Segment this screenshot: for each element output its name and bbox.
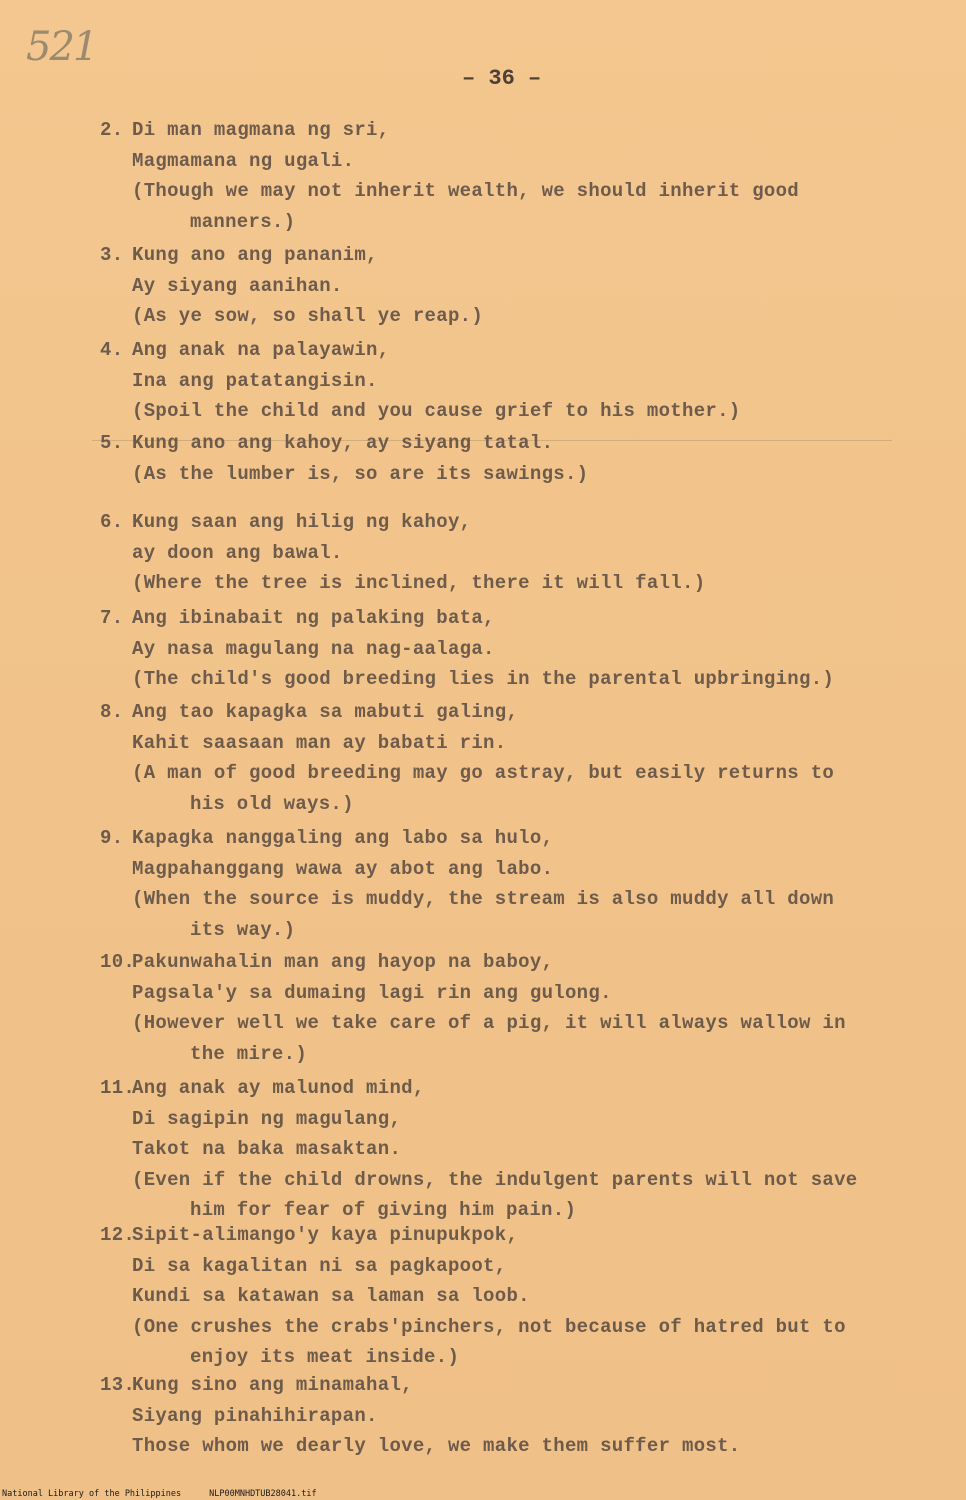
proverb-number: 5. — [100, 432, 124, 454]
translation-line: (As ye sow, so shall ye reap.) — [132, 305, 484, 327]
translation-line: (However well we take care of a pig, it will always wallow in — [132, 1012, 846, 1034]
proverb-first-line — [100, 823, 920, 854]
proverb — [100, 1370, 920, 1462]
proverb-text: Kung ano ang pananim, — [132, 244, 378, 266]
proverb — [100, 947, 920, 1069]
translation-line: (Where the tree is inclined, there it will fall.) — [132, 572, 706, 594]
translation-line: Those whom we dearly love, we make them suffer most. — [132, 1435, 741, 1457]
proverb-first-line — [100, 697, 920, 728]
proverb-text: Ang anak ay malunod mind, — [132, 1077, 425, 1099]
proverb — [100, 507, 920, 599]
footer — [2, 1489, 345, 1499]
proverb-first-line — [100, 240, 920, 271]
proverb-line: Siyang pinahihirapan. — [132, 1404, 378, 1427]
proverb-number: 10. — [100, 951, 136, 973]
proverb — [100, 603, 920, 695]
proverb-line: Kahit saasaan man ay babati rin. — [132, 731, 507, 754]
proverb-text: Ang ibinabait ng palaking bata, — [132, 607, 495, 629]
page-number: – 36 – — [462, 66, 542, 91]
proverb-number: 8. — [100, 701, 124, 723]
proverb-text: Pakunwahalin man ang hayop na baboy, — [132, 951, 554, 973]
proverb-first-line — [100, 1073, 920, 1104]
proverb-number: 12. — [100, 1224, 136, 1246]
footer-library: National Library of the Philippines — [2, 1489, 182, 1499]
proverb-line: Pagsala'y sa dumaing lagi rin ang gulong. — [132, 981, 612, 1004]
proverb-number: 7. — [100, 607, 124, 629]
translation-line: enjoy its meat inside.) — [190, 1346, 460, 1368]
proverb-line: Takot na baka masaktan. — [132, 1138, 402, 1160]
proverb-first-line — [100, 947, 920, 978]
proverb-line: Ay nasa magulang na nag-aalaga. — [132, 637, 495, 660]
translation-line: (The child's good breeding lies in the parental upbringing.) — [132, 668, 835, 690]
proverb-text: Kung ano ang kahoy, ay siyang tatal. — [132, 432, 554, 454]
proverb-number: 11. — [100, 1077, 136, 1099]
proverb-text: Kung saan ang hilig ng kahoy, — [132, 511, 472, 533]
proverb-line: Di sa kagalitan ni sa pagkapoot, — [132, 1254, 507, 1277]
proverb — [100, 823, 920, 945]
proverb-first-line — [100, 603, 920, 634]
proverb — [100, 115, 920, 237]
proverb-first-line — [100, 428, 920, 459]
proverb-line: Kundi sa katawan sa laman sa loob. — [132, 1285, 530, 1307]
proverb-text: Ang tao kapagka sa mabuti galing, — [132, 701, 519, 723]
translation-line: him for fear of giving him pain.) — [190, 1199, 577, 1221]
proverb-line: Magpahanggang wawa ay abot ang labo. — [132, 857, 554, 880]
proverb — [100, 1220, 920, 1373]
proverb-number: 4. — [100, 339, 124, 361]
proverb-first-line — [100, 507, 920, 538]
translation-line: (When the source is muddy, the stream is also muddy all down — [132, 888, 835, 910]
proverb-first-line — [100, 335, 920, 366]
translation-line: his old ways.) — [190, 792, 354, 815]
translation-line: (One crushes the crabs'pinchers, not because of hatred but to — [132, 1315, 846, 1338]
proverb-text: Kapagka nanggaling ang labo sa hulo, — [132, 827, 554, 849]
proverb-number: 13. — [100, 1374, 136, 1396]
proverb-text: Di man magmana ng sri, — [132, 119, 390, 141]
translation-line: (Even if the child drowns, the indulgent parents will not save — [132, 1168, 858, 1191]
proverb-number: 3. — [100, 244, 124, 266]
proverb-line: Di sagipin ng magulang, — [132, 1107, 402, 1130]
translation-line: (A man of good breeding may go astray, but easily returns to — [132, 762, 835, 784]
proverb-number: 9. — [100, 827, 124, 849]
translation-line: (Spoil the child and you cause grief to his mother.) — [132, 400, 741, 422]
proverb — [100, 697, 920, 819]
translation-line: the mire.) — [190, 1042, 308, 1065]
proverb-number: 6. — [100, 511, 124, 533]
translation-line: manners.) — [190, 210, 296, 233]
proverb-text: Sipit-alimango'y kaya pinupukpok, — [132, 1224, 519, 1246]
proverb-line: Ay siyang aanihan. — [132, 274, 343, 297]
translation-line: its way.) — [190, 918, 296, 941]
translation-line: (As the lumber is, so are its sawings.) — [132, 462, 589, 485]
proverb — [100, 335, 920, 427]
proverb-first-line — [100, 115, 920, 146]
proverb-line: Magmamana ng ugali. — [132, 149, 355, 172]
proverb-first-line — [100, 1370, 920, 1401]
proverb-first-line — [100, 1220, 920, 1251]
proverb-line: ay doon ang bawal. — [132, 541, 343, 564]
proverb — [100, 428, 920, 489]
translation-line: (Though we may not inherit wealth, we should inherit good — [132, 180, 800, 202]
proverb-text: Ang anak na palayawin, — [132, 339, 390, 361]
proverb-line: Ina ang patatangisin. — [132, 369, 378, 392]
handwritten-page-number: 521 — [26, 24, 97, 70]
proverb-number: 2. — [100, 119, 124, 141]
proverb — [100, 1073, 920, 1226]
proverb — [100, 240, 920, 332]
footer-filename: NLP00MNHDTUB28041.tif — [209, 1489, 317, 1499]
proverb-text: Kung sino ang minamahal, — [132, 1374, 413, 1396]
